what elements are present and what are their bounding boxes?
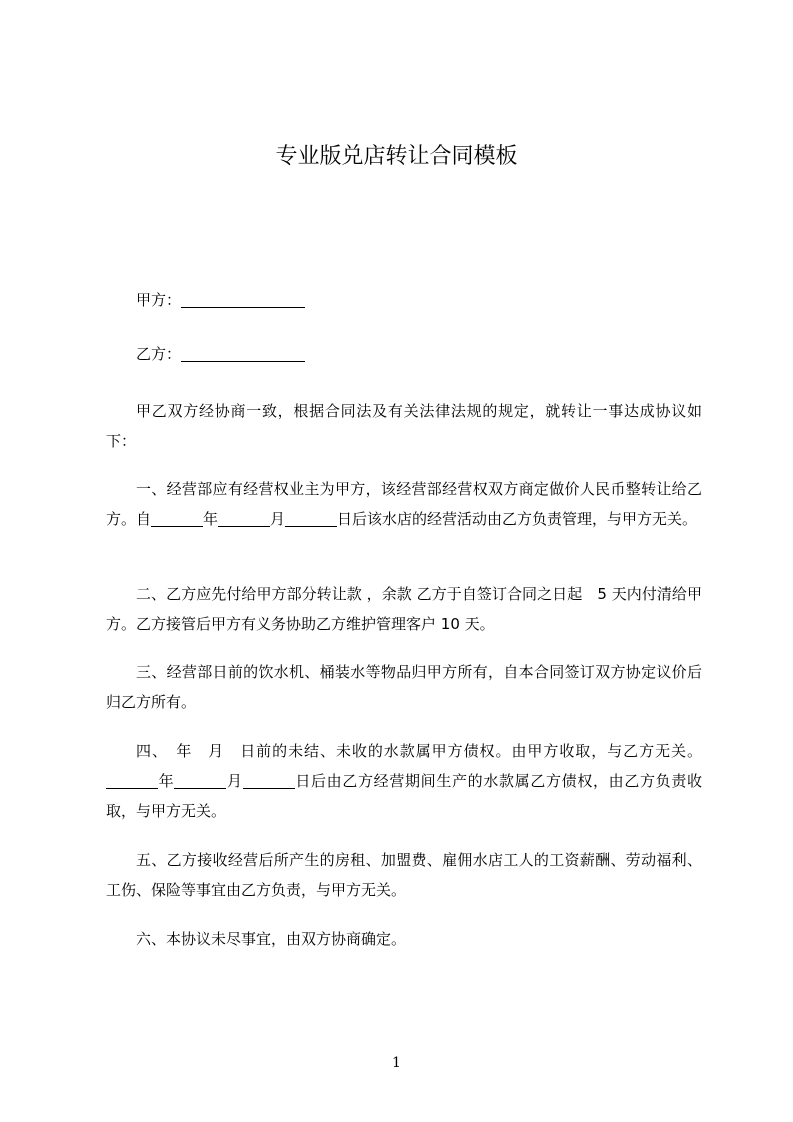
clause-1-text-b: 日后该水店的经营活动由乙方负责管理，与甲方无关。 [337,510,698,528]
clause-4-month-label: 月 [226,772,243,790]
clause-4-day-blank [243,772,295,789]
party-a-label: 甲方： [136,291,182,309]
party-b-blank [181,345,305,362]
page-number: 1 [392,1055,401,1071]
clause-2: 二、乙方应先付给甲方部分转让款 ，余款 乙方于自签订合同之日起 5 天内付清给甲方。乙方接管后甲方有义务协助乙方维护管理客户 10 天。 [106,585,702,633]
clause-1 [106,474,702,534]
clause-1-text-a: 一、经营部应有经营权业主为甲方，该经营部经营权双方商定做价人民币整转让给乙方。自 [106,480,702,528]
clause-4-text-a: 四、 年 月 日前的未结、未收的水款属甲方债权。由甲方收取，与乙方无关。 [136,742,702,760]
clause-1-day-blank [285,510,337,527]
clause-1-month-label: 月 [270,510,286,528]
document-title: 专业版兑店转让合同模板 [275,144,518,169]
clause-1-year-label: 年 [203,510,219,528]
intro-paragraph: 甲乙双方经协商一致，根据合同法及有关法律法规的规定，就转让一事达成协议如下： [106,402,702,450]
clause-6: 六、本协议未尽事宜，由双方协商确定。 [136,930,407,948]
party-a-line [106,287,732,314]
clause-4-year-blank [106,772,158,789]
party-b-line [106,341,732,368]
clause-1-month-blank [218,510,270,527]
clause-4-text-b: 日后由乙方经营期间生产的水款属乙方债权，由乙方负责收取，与甲方无关。 [106,772,702,820]
clause-4-year-label: 年 [158,772,175,790]
clause-3: 三、经营部日前的饮水机、桶装水等物品归甲方所有，自本合同签订双方协定议价后归乙方所有。 [106,663,702,711]
clause-1-year-blank [151,510,203,527]
party-a-blank [181,291,305,308]
party-b-label: 乙方： [136,345,182,363]
clause-4-month-blank [174,772,226,789]
clause-4 [106,736,702,826]
clause-5: 五、乙方接收经营后所产生的房租、加盟费、雇佣水店工人的工资薪酬、劳动福利、工伤、保险等事宜由乙方负责，与甲方无关。 [106,851,702,899]
